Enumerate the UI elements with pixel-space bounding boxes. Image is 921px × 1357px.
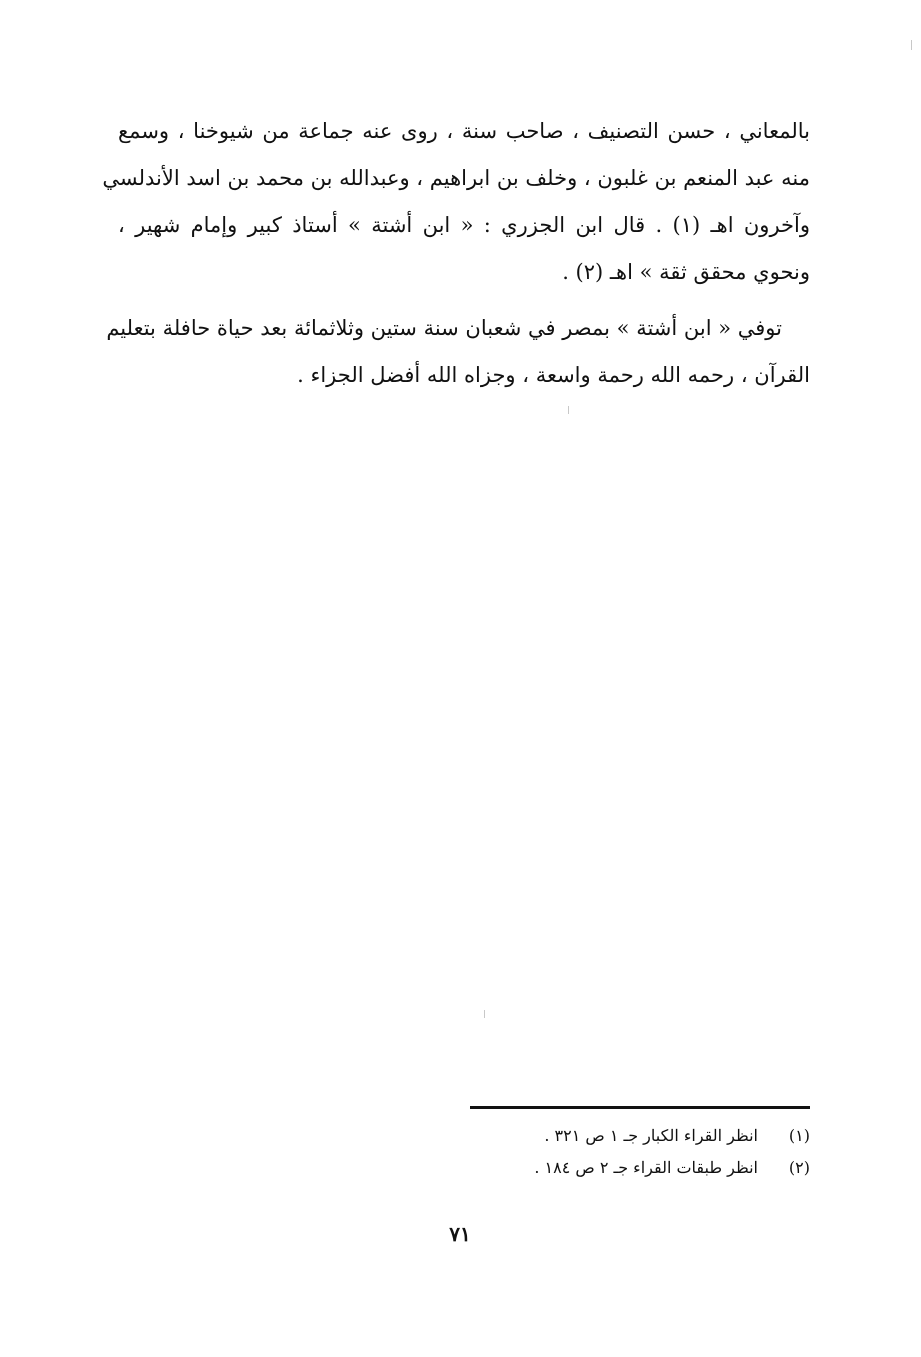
paragraph-2-line-2: القرآن ، رحمه الله رحمة واسعة ، وجزاه الله أفضل الجزاء . <box>297 363 810 387</box>
footnote-1 <box>470 1120 810 1152</box>
footnote-1-number: (١) <box>788 1126 810 1145</box>
footnote-1-text: انظر القراء الكبار جـ ١ ص ٣٢١ . <box>544 1126 758 1145</box>
paragraph-2 <box>106 305 810 399</box>
paragraph-1-line-1: بالمعاني ، حسن التصنيف ، صاحب سنة ، روى عنه جماعة من شيوخنا ، وسمع <box>118 119 810 143</box>
scan-speck <box>911 40 912 50</box>
footnote-2-number: (٢) <box>788 1158 810 1177</box>
footnotes <box>470 1120 810 1184</box>
paragraph-1-line-3: وآخرون اهـ (١) . قال ابن الجزري : « ابن أشتة » أستاذ كبير وإمام شهير ، <box>118 213 810 237</box>
footnote-2 <box>470 1152 810 1184</box>
paragraph-1-line-4: ونحوي محقق ثقة » اهـ (٢) . <box>562 260 810 284</box>
scan-speck <box>568 406 569 414</box>
paragraph-1-line-2: منه عبد المنعم بن غلبون ، وخلف بن ابراهيم ، وعبدالله بن محمد بن اسد الأندلسي <box>102 166 810 190</box>
scan-speck <box>484 1010 485 1018</box>
page-number: ٧١ <box>449 1222 471 1246</box>
paragraph-2-line-1: توفي « ابن أشتة » بمصر في شعبان سنة ستين وثلاثمائة بعد حياة حافلة بتعليم <box>106 316 782 340</box>
footnote-separator <box>470 1106 810 1109</box>
footnote-2-text: انظر طبقات القراء جـ ٢ ص ١٨٤ . <box>534 1158 758 1177</box>
paragraph-1 <box>102 108 810 296</box>
